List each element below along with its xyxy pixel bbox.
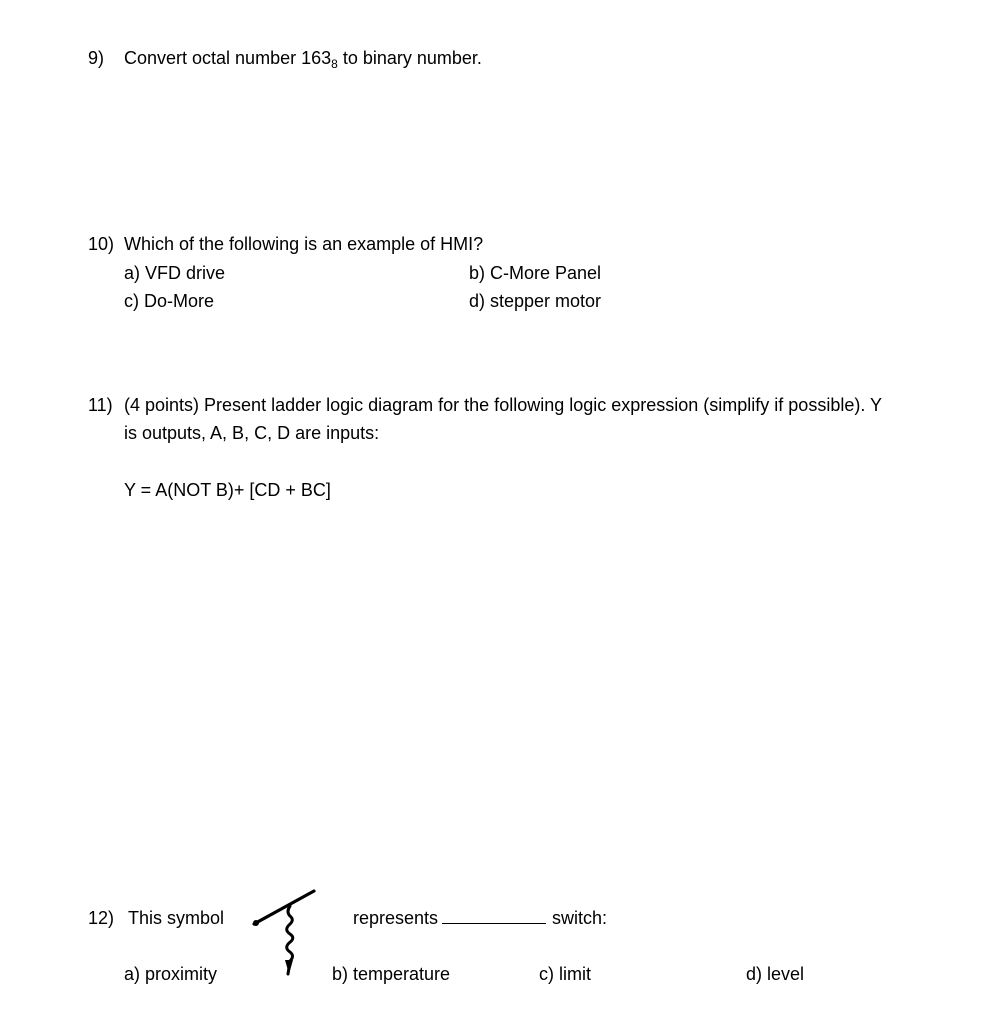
q11-line1: (4 points) Present ladder logic diagram for the following logic expression (simplify if possible). Y — [124, 395, 883, 415]
q12-represents: represents — [353, 908, 439, 928]
q12-suffix: switch: — [552, 908, 608, 928]
q9-text-after: to binary number. — [337, 48, 482, 68]
q12-number: 12) — [88, 908, 115, 928]
temperature-switch-symbol-icon — [250, 888, 320, 978]
q11-expression: Y = A(NOT B)+ [CD + BC] — [124, 480, 331, 500]
q10-number: 10) — [88, 234, 115, 254]
q12-option-d: d) level — [746, 964, 805, 984]
q10-option-c: c) Do-More — [124, 291, 215, 311]
q12-prefix: This symbol — [128, 908, 225, 928]
q10-question: Which of the following is an example of HMI? — [124, 234, 484, 254]
q9-subscript: 8 — [331, 57, 338, 71]
q10-option-d: d) stepper motor — [469, 291, 602, 311]
q12-represents-line — [353, 907, 607, 929]
q12-option-c: c) limit — [539, 964, 591, 984]
q9-text-before: Convert octal number 163 — [124, 48, 332, 68]
q10-option-a: a) VFD drive — [124, 263, 226, 283]
q12-option-b: b) temperature — [332, 964, 451, 984]
q11-number: 11) — [88, 395, 113, 415]
q12-option-a: a) proximity — [124, 964, 218, 984]
q10-option-b: b) C-More Panel — [469, 263, 602, 283]
q9-number: 9) — [88, 48, 105, 68]
q11-line2: is outputs, A, B, C, D are inputs: — [124, 423, 380, 443]
q9-question — [124, 47, 482, 71]
answer-blank — [442, 909, 546, 924]
